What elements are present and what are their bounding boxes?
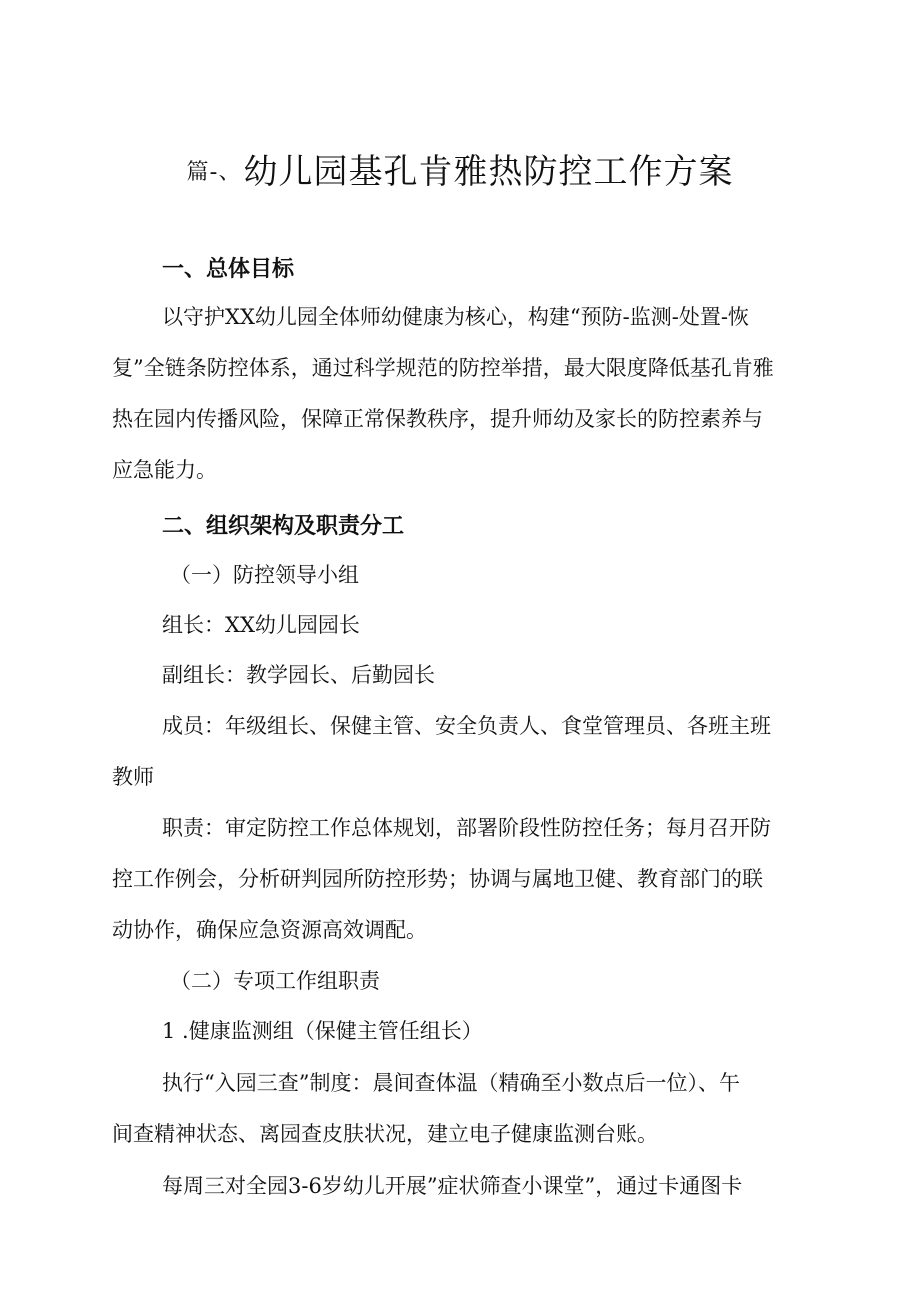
- paragraph-line: 复”全链条防控体系，通过科学规范的防控举措，最大限度降低基孔肯雅: [112, 356, 774, 380]
- section-heading-2: 二、组织架构及职责分工: [162, 514, 405, 539]
- group1-line: 间查精神状态、离园查皮肤状况，建立电子健康监测台账。: [112, 1122, 658, 1146]
- subheading-1: （一）防控领导小组: [170, 563, 359, 587]
- deputy-line: 副组长：教学园长、后勤园长: [162, 663, 435, 687]
- duty-line: 动协作，确保应急资源高效调配。: [112, 918, 427, 942]
- duty-line: 控工作例会，分析研判园所防控形势；协调与属地卫健、教育部门的联: [112, 867, 763, 891]
- group1-line: 每周三对全园3-6岁幼儿开展”症状筛查小课堂”，通过卡通图卡: [162, 1174, 743, 1198]
- group-heading-1: 1 .健康监测组（保健主管任组长）: [162, 1019, 483, 1043]
- section-heading-1: 一、总体目标: [162, 257, 295, 282]
- subheading-2: （二）专项工作组职责: [170, 969, 380, 993]
- title-main: 幼儿园基孔肯雅热防控工作方案: [243, 152, 734, 192]
- members-line: 成员：年级组长、保健主管、安全负责人、食堂管理员、各班主班: [162, 714, 771, 738]
- leader-line: 组长：XX幼儿园园长: [162, 613, 360, 637]
- members-line: 教师: [112, 765, 154, 789]
- duty-line: 职责：审定防控工作总体规划，部署阶段性防控任务；每月召开防: [162, 816, 771, 840]
- title-prefix: 篇-、: [186, 160, 242, 185]
- paragraph-line: 热在园内传播风险，保障正常保教秩序，提升师幼及家长的防控素养与: [112, 407, 763, 431]
- group1-line: 执行“入园三查”制度：晨间查体温（精确至小数点后一位）、午: [162, 1071, 740, 1095]
- paragraph-line: 以守护XX幼儿园全体师幼健康为核心，构建“预防-监测-处置-恢: [162, 305, 749, 329]
- paragraph-line: 应急能力。: [112, 458, 217, 482]
- document-title: [0, 144, 920, 193]
